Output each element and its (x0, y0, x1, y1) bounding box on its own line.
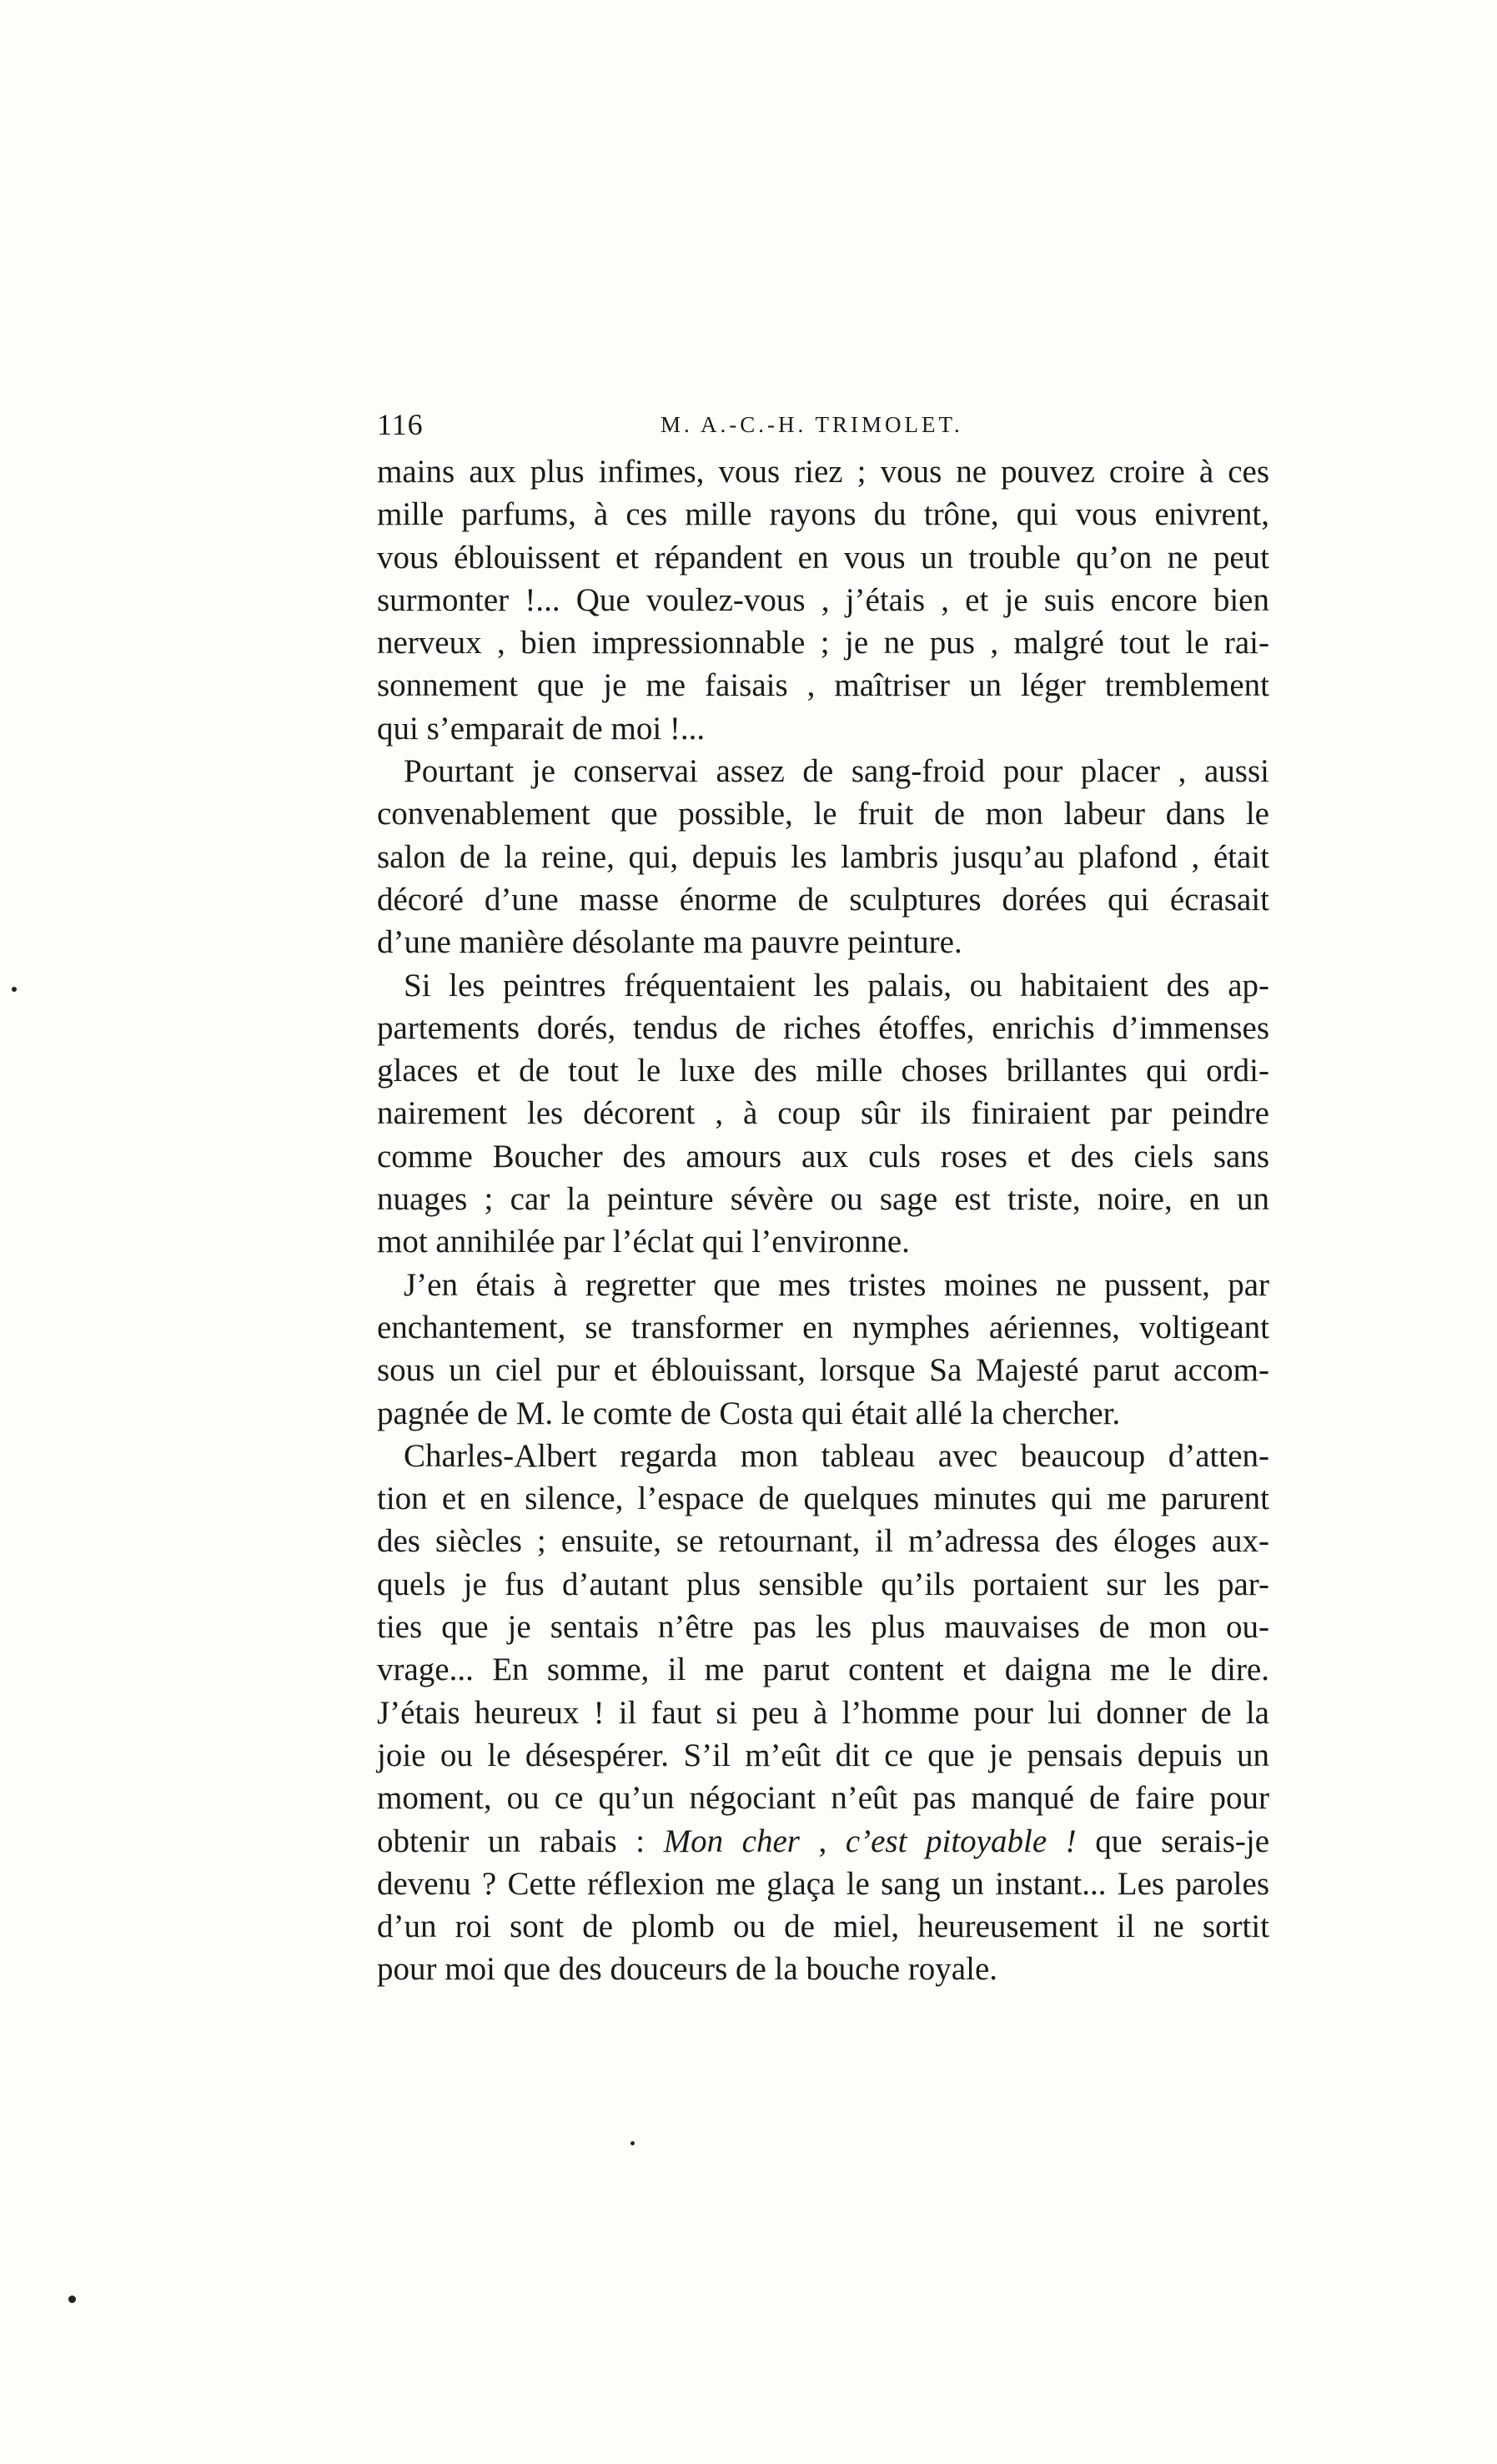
text-line: mille parfums, à ces mille rayons du trône, qui vous enivrent, (377, 496, 1269, 533)
text-line: d’un roi sont de plomb ou de miel, heureusement il ne sortit (377, 1908, 1269, 1945)
text-line: ties que je sentais n’être pas les plus mauvaises de mon ou- (377, 1609, 1269, 1646)
text-line: glaces et de tout le luxe des mille choses brillantes qui ordi- (377, 1053, 1269, 1089)
text-line: des siècles ; ensuite, se retournant, il m’adressa des éloges aux- (377, 1523, 1269, 1560)
text-line: qui s’emparait de moi !... (377, 710, 706, 747)
text-line: pagnée de M. le comte de Costa qui était allé la chercher. (377, 1395, 1121, 1431)
text-line: décoré d’une masse énorme de sculptures dorées qui écrasait (377, 881, 1269, 918)
text-line: quels je fus d’autant plus sensible qu’ils portaient sur les par- (377, 1566, 1269, 1602)
text-line: nerveux , bien impressionnable ; je ne pus , malgré tout le rai- (377, 625, 1269, 661)
text-line: comme Boucher des amours aux culs roses et des ciels sans (377, 1138, 1269, 1174)
italic-phrase: c’est pitoyable ! (845, 1823, 1077, 1859)
text-line: salon de la reine, qui, depuis les lambris jusqu’au plafond , était (377, 838, 1269, 875)
text-line: sous un ciel pur et éblouissant, lorsque Sa Majesté parut accom- (377, 1352, 1269, 1389)
text-line: Charles-Albert regarda mon tableau avec beaucoup d’atten- (404, 1437, 1269, 1474)
line-segment: obtenir un rabais : (377, 1823, 664, 1859)
text-line: surmonter !... Que voulez-vous , j’étais , et je suis encore bien (377, 581, 1269, 618)
ink-speck (12, 987, 17, 992)
line-segment: , (799, 1823, 846, 1859)
text-line: enchantement, se transformer en nymphes aériennes, voltigeant (377, 1309, 1269, 1345)
running-head (377, 407, 1269, 445)
italic-phrase: Mon cher (663, 1823, 800, 1859)
text-line: joie ou le désespérer. S’il m’eût dit ce que je pensais depuis un (377, 1737, 1269, 1773)
text-line: Si les peintres fréquentaient les palais, ou habitaient des ap- (404, 967, 1269, 1003)
text-line: Pourtant je conservai assez de sang-froid pour placer , aussi (404, 753, 1269, 790)
text-line: sonnement que je me faisais , maîtriser un léger tremblement (377, 667, 1269, 704)
text-line: moment, ou ce qu’un négociant n’eût pas manqué de faire pour (377, 1780, 1269, 1817)
text-line: tion et en silence, l’espace de quelques minutes qui me parurent (377, 1481, 1269, 1517)
text-line: J’en étais à regretter que mes tristes moines ne pussent, par (404, 1266, 1269, 1303)
text-line: d’une manière désolante ma pauvre peinture. (377, 924, 962, 961)
text-line: devenu ? Cette réflexion me glaça le sang un instant... Les paroles (377, 1865, 1269, 1902)
running-title: M. A.-C.-H. TRIMOLET. (661, 412, 963, 437)
text-line: vrage... En somme, il me parut content et daigna me le dire. (377, 1652, 1269, 1688)
text-line: convenablement que possible, le fruit de mon labeur dans le (377, 796, 1269, 832)
text-line: vous éblouissent et répandent en vous un trouble qu’on ne peut (377, 539, 1269, 576)
page-number: 116 (377, 408, 424, 441)
line-segment: que serais-je (1076, 1823, 1270, 1859)
text-line: pour moi que des douceurs de la bouche royale. (377, 1951, 998, 1988)
text-line (377, 1820, 1269, 1863)
body-text (377, 450, 1269, 1991)
ink-speck (630, 2141, 635, 2145)
text-line: mains aux plus infimes, vous riez ; vous ne pouvez croire à ces (377, 454, 1269, 490)
text-line: nairement les décorent , à coup sûr ils finiraient par peindre (377, 1095, 1269, 1132)
text-line: J’étais heureux ! il faut si peu à l’homme pour lui donner de la (377, 1694, 1269, 1731)
ink-speck (68, 2296, 76, 2303)
text-line: partements dorés, tendus de riches étoffes, enrichis d’immenses (377, 1009, 1269, 1046)
text-line: nuages ; car la peinture sévère ou sage est triste, noire, en un (377, 1181, 1269, 1218)
text-line: mot annihilée par l’éclat qui l’environne. (377, 1224, 910, 1260)
